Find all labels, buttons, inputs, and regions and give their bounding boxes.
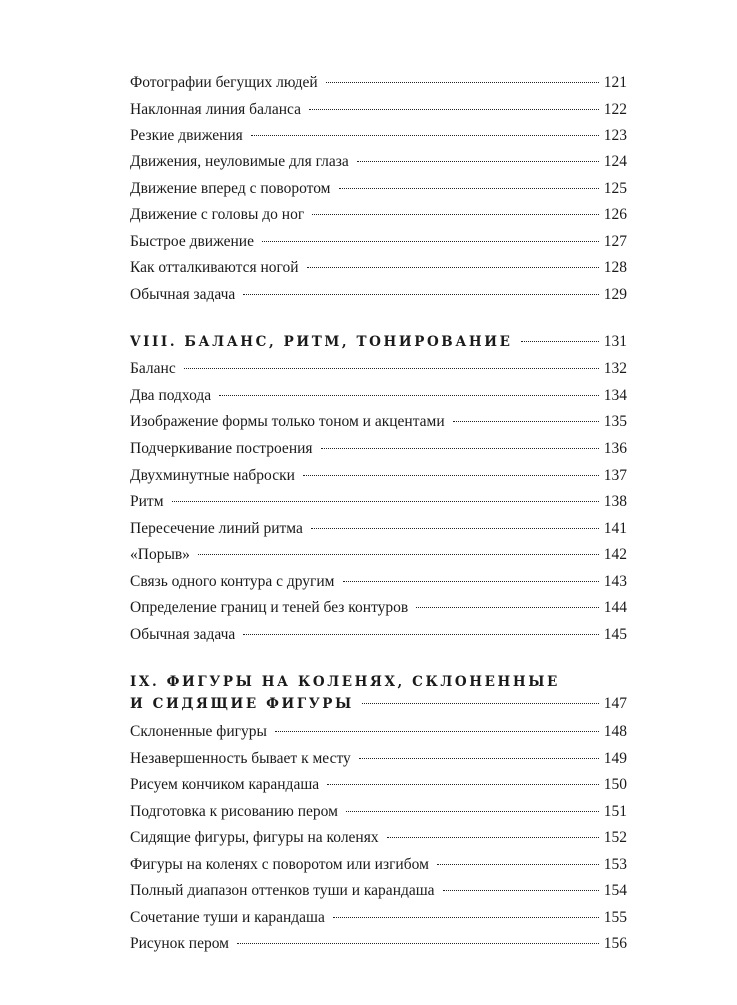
toc-entry-title: Рисунок пером: [130, 935, 229, 952]
toc-entry-page: 144: [603, 599, 627, 616]
toc-entry[interactable]: [130, 908, 627, 928]
dot-leader: [333, 917, 599, 918]
dot-leader: [326, 82, 599, 83]
toc-entry-page: 134: [603, 387, 627, 404]
toc-entry-title: Резкие движения: [130, 127, 243, 144]
toc-entry[interactable]: [130, 519, 627, 539]
toc-entry-page: 128: [603, 259, 627, 276]
toc-entry[interactable]: [130, 285, 627, 305]
chapter-page: 147: [603, 695, 627, 712]
toc-entry[interactable]: [130, 492, 627, 512]
chapter-title: VIII. БАЛАНС, РИТМ, ТОНИРОВАНИЕ: [130, 334, 513, 350]
toc-entry-title: Ритм: [130, 493, 164, 510]
toc-entry-page: 142: [603, 546, 627, 563]
chapter-heading[interactable]: [130, 671, 627, 715]
toc-entry-title: Рисуем кончиком карандаша: [130, 776, 320, 793]
dot-leader: [262, 241, 599, 242]
dot-leader: [243, 294, 598, 295]
toc-entry-title: «Порыв»: [130, 546, 190, 563]
dot-leader: [339, 188, 599, 189]
toc-entry-page: 149: [603, 750, 627, 767]
toc-entry-title: Наклонная линия баланса: [130, 101, 301, 118]
toc-entry-title: Склоненные фигуры: [130, 723, 267, 740]
toc-entry-page: 124: [603, 153, 627, 170]
toc-entry-page: 143: [603, 573, 627, 590]
dot-leader: [275, 731, 599, 732]
toc-entry[interactable]: [130, 855, 627, 875]
dot-leader: [387, 837, 599, 838]
toc-entry-title: Подготовка к рисованию пером: [130, 803, 338, 820]
toc-entry-title: Движения, неуловимые для глаза: [130, 153, 349, 170]
toc-entry-page: 151: [603, 803, 627, 820]
toc-entry-title: Движение с головы до ног: [130, 206, 305, 223]
toc-entry-page: 145: [603, 626, 627, 643]
dot-leader: [321, 448, 599, 449]
toc-entry-page: 132: [603, 360, 627, 377]
toc-entry-page: 153: [603, 856, 627, 873]
dot-leader: [219, 395, 599, 396]
toc-entry-page: 148: [603, 723, 627, 740]
toc-entry-title: Обычная задача: [130, 286, 236, 303]
toc-entry-page: 150: [603, 776, 627, 793]
dot-leader: [251, 135, 599, 136]
chapter-page: 131: [603, 333, 627, 350]
dot-leader: [243, 634, 598, 635]
toc-entry-title: Изображение формы только тоном и акцентами: [130, 413, 445, 430]
toc-entry[interactable]: [130, 749, 627, 769]
dot-leader: [357, 161, 599, 162]
dot-leader: [312, 214, 599, 215]
dot-leader: [346, 811, 599, 812]
toc-entry-title: Определение границ и теней без контуров: [130, 599, 409, 616]
dot-leader: [521, 341, 599, 342]
toc-entry-page: 122: [603, 101, 627, 118]
toc-entry-title: Как отталкиваются ногой: [130, 259, 299, 276]
toc-entry[interactable]: [130, 722, 627, 742]
dot-leader: [443, 890, 599, 891]
toc-entry-title: Подчеркивание построения: [130, 440, 313, 457]
toc-entry-page: 125: [603, 180, 627, 197]
dot-leader: [453, 421, 599, 422]
dot-leader: [437, 864, 599, 865]
toc-entry-page: 127: [603, 233, 627, 250]
dot-leader: [311, 528, 599, 529]
toc-entry[interactable]: [130, 802, 627, 822]
toc-entry[interactable]: [130, 466, 627, 486]
toc-entry-title: Фотографии бегущих людей: [130, 74, 318, 91]
dot-leader: [343, 581, 599, 582]
chapter-title: IX. ФИГУРЫ НА КОЛЕНЯХ, СКЛОНЕННЫЕ: [130, 674, 560, 690]
toc-entry-page: 155: [603, 909, 627, 926]
toc-entry-title: Пересечение линий ритма: [130, 520, 303, 537]
toc-entry[interactable]: [130, 258, 627, 278]
chapter-title-continued: И СИДЯЩИЕ ФИГУРЫ: [130, 696, 354, 712]
dot-leader: [184, 368, 599, 369]
toc-entry[interactable]: [130, 386, 627, 406]
toc-entry-title: Двухминутные наброски: [130, 467, 295, 484]
toc-entry-page: 135: [603, 413, 627, 430]
toc-entry[interactable]: [130, 625, 627, 645]
toc-entry-page: 136: [603, 440, 627, 457]
toc-entry-title: Фигуры на коленях с поворотом или изгибом: [130, 856, 429, 873]
dot-leader: [198, 554, 599, 555]
toc-entry-title: Полный диапазон оттенков туши и карандаша: [130, 882, 435, 899]
toc-entry-page: 123: [603, 127, 627, 144]
toc-entry-title: Баланс: [130, 360, 176, 377]
toc-entry[interactable]: [130, 152, 627, 172]
chapter-heading[interactable]: [130, 331, 627, 353]
toc-entry[interactable]: [130, 100, 627, 120]
toc-entry[interactable]: [130, 934, 627, 954]
toc-entry[interactable]: [130, 598, 627, 618]
toc-entry[interactable]: [130, 126, 627, 146]
dot-leader: [307, 267, 599, 268]
dot-leader: [303, 475, 599, 476]
dot-leader: [362, 703, 599, 704]
toc-entry[interactable]: [130, 439, 627, 459]
toc-entry-title: Сочетание туши и карандаша: [130, 909, 325, 926]
dot-leader: [327, 784, 599, 785]
toc-entry-title: Обычная задача: [130, 626, 236, 643]
toc-entry-page: 129: [603, 286, 627, 303]
toc-entry[interactable]: [130, 232, 627, 252]
dot-leader: [237, 943, 599, 944]
toc-entry-title: Два подхода: [130, 387, 212, 404]
toc-entry[interactable]: [130, 545, 627, 565]
toc-entry-page: 138: [603, 493, 627, 510]
toc-entry[interactable]: [130, 828, 627, 848]
toc-entry[interactable]: [130, 572, 627, 592]
dot-leader: [416, 607, 599, 608]
toc-entry-page: 141: [603, 520, 627, 537]
toc-entry-page: 137: [603, 467, 627, 484]
toc-entry-page: 156: [603, 935, 627, 952]
toc-entry-page: 121: [603, 74, 627, 91]
toc-entry-page: 126: [603, 206, 627, 223]
toc-entry-title: Незавершенность бывает к месту: [130, 750, 351, 767]
toc-entry-page: 154: [603, 882, 627, 899]
toc-entry-page: 152: [603, 829, 627, 846]
toc-entry[interactable]: [130, 73, 627, 93]
toc-entry[interactable]: [130, 881, 627, 901]
dot-leader: [172, 501, 599, 502]
toc-entry[interactable]: [130, 205, 627, 225]
toc-entry[interactable]: [130, 412, 627, 432]
toc-entry-title: Связь одного контура с другим: [130, 573, 335, 590]
toc-entry[interactable]: [130, 359, 627, 379]
dot-leader: [359, 758, 599, 759]
toc-entry-title: Сидящие фигуры, фигуры на коленях: [130, 829, 379, 846]
dot-leader: [309, 109, 599, 110]
toc-entry-title: Движение вперед с поворотом: [130, 180, 331, 197]
toc-entry-title: Быстрое движение: [130, 233, 254, 250]
toc-entry[interactable]: [130, 179, 627, 199]
toc-entry[interactable]: [130, 775, 627, 795]
